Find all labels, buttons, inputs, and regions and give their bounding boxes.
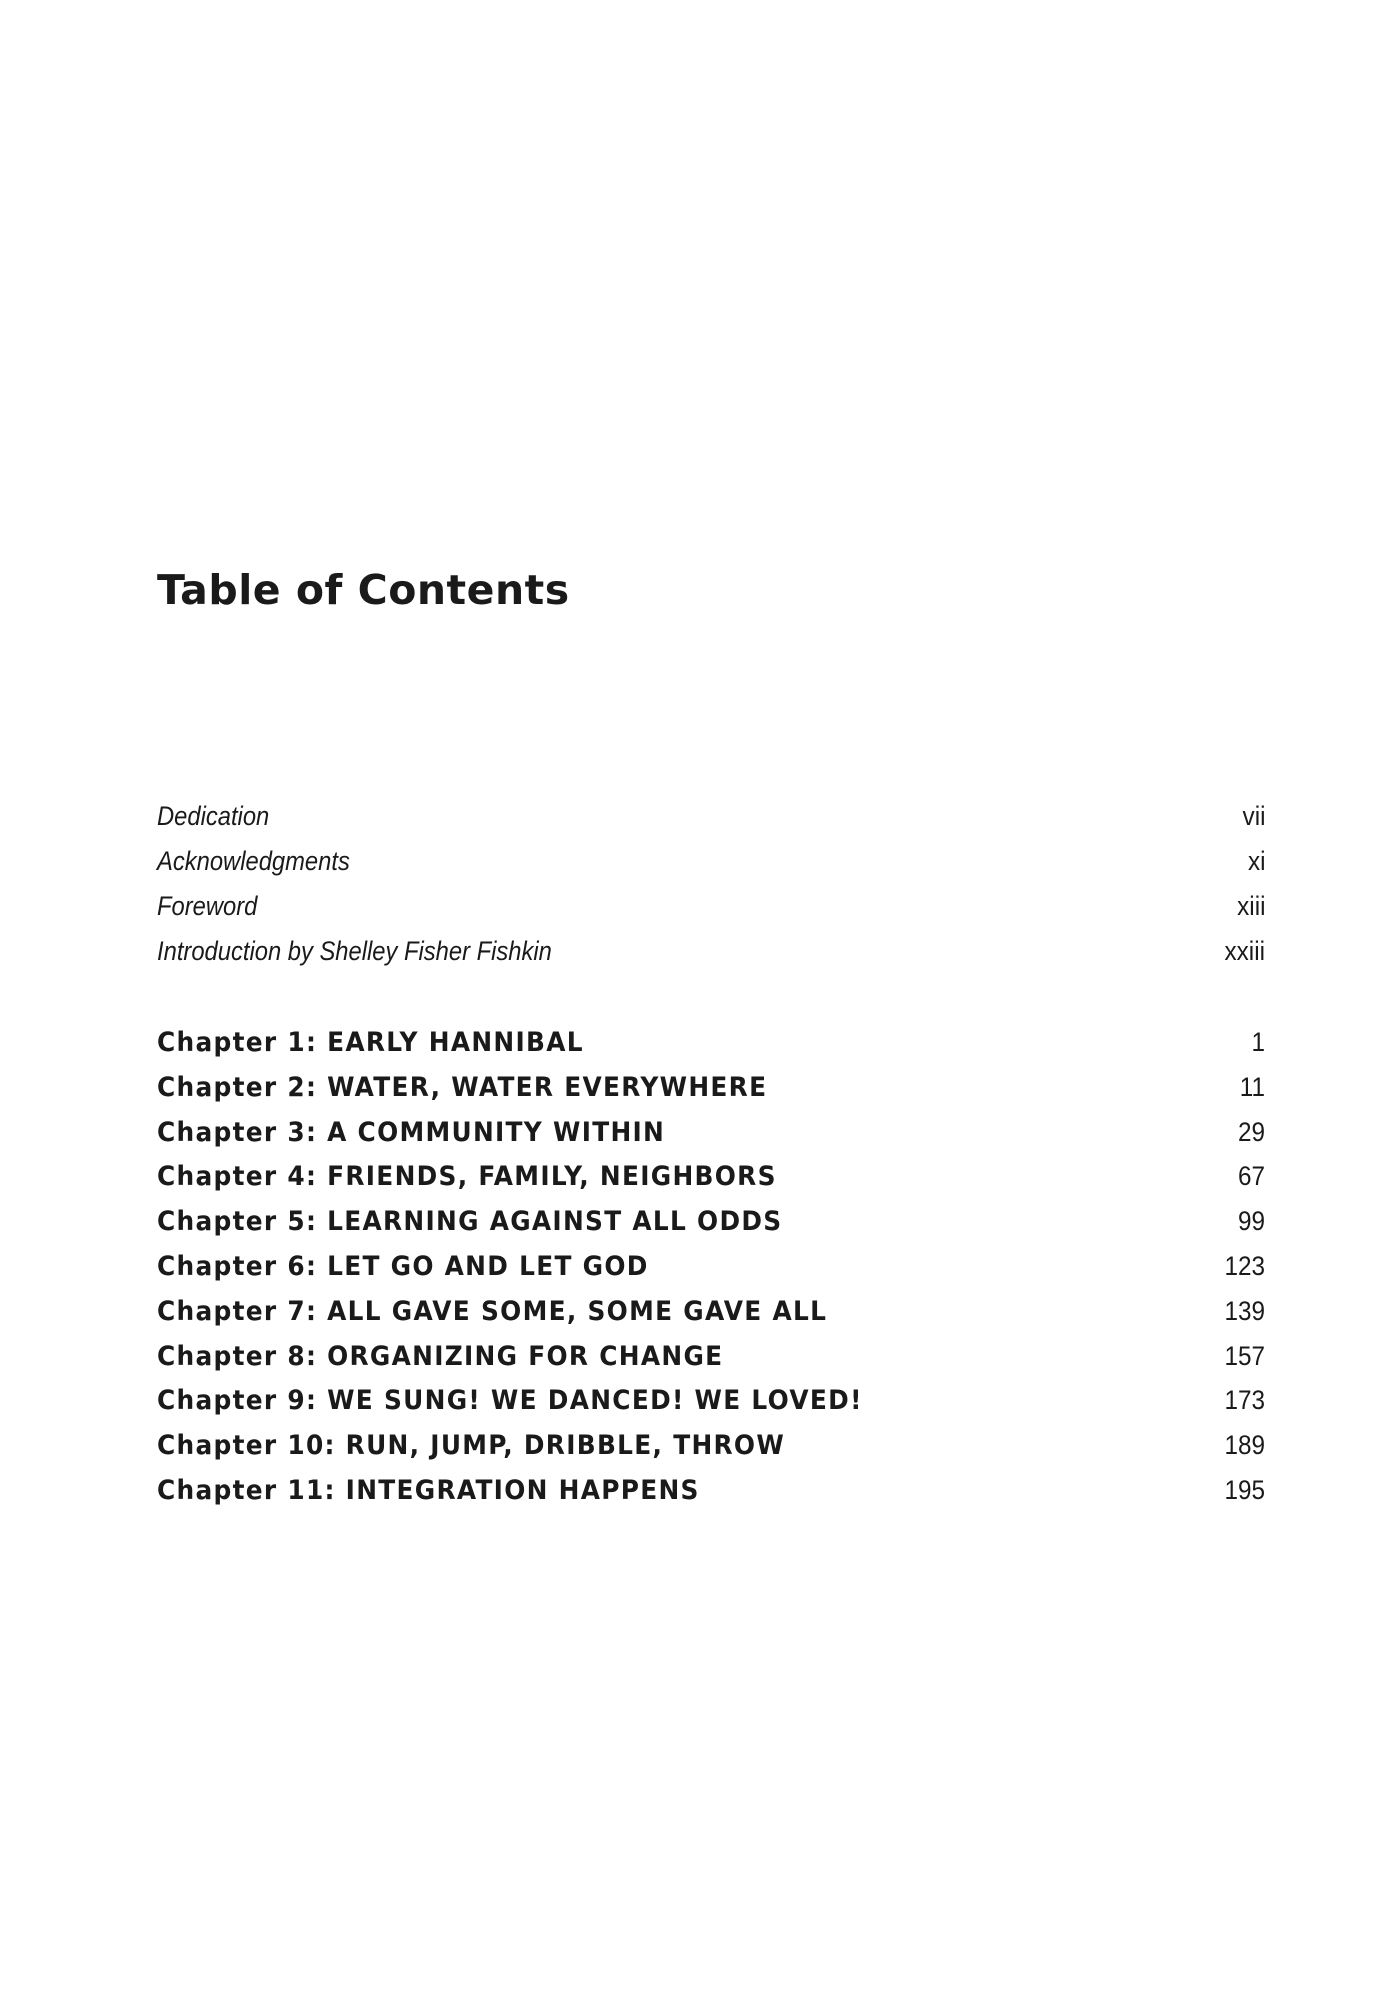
chapter-entry-4[interactable] [157, 1154, 1265, 1199]
chapter-entry-9[interactable] [157, 1378, 1265, 1423]
chapter-page-number: 139 [1224, 1295, 1265, 1326]
chapter-label: Chapter 8: ORGANIZING FOR CHANGE [157, 1340, 724, 1372]
chapter-page-number: 195 [1224, 1474, 1265, 1505]
chapter-entry-7[interactable] [157, 1289, 1265, 1334]
chapter-page-number: 29 [1237, 1116, 1265, 1147]
chapter-entry-8[interactable] [157, 1334, 1265, 1379]
chapter-page-number: 157 [1224, 1340, 1265, 1371]
chapter-page-number: 67 [1237, 1161, 1265, 1192]
chapter-label: Chapter 9: WE SUNG! WE DANCED! WE LOVED! [157, 1385, 863, 1417]
chapter-entry-10[interactable] [157, 1423, 1265, 1468]
chapter-label: Chapter 7: ALL GAVE SOME, SOME GAVE ALL [157, 1295, 828, 1327]
chapter-entry-6[interactable] [157, 1244, 1265, 1289]
chapter-list [157, 1020, 1265, 1513]
entry-label: Introduction by Shelley Fisher Fishkin [157, 936, 552, 966]
front-matter-entry-dedication[interactable] [157, 794, 1265, 839]
chapter-entry-2[interactable] [157, 1065, 1265, 1110]
entry-label: Acknowledgments [157, 846, 350, 876]
chapter-page-number: 123 [1224, 1250, 1265, 1281]
entry-page-number: xiii [1236, 891, 1265, 921]
chapter-label: Chapter 5: LEARNING AGAINST ALL ODDS [157, 1206, 783, 1238]
chapter-label: Chapter 1: EARLY HANNIBAL [157, 1027, 584, 1058]
chapter-entry-11[interactable] [157, 1468, 1265, 1513]
front-matter-entry-foreword[interactable] [157, 884, 1265, 929]
entry-label: Dedication [157, 801, 270, 831]
chapter-entry-5[interactable] [157, 1199, 1265, 1244]
front-matter-list [157, 794, 1265, 974]
entry-page-number: xxiii [1224, 936, 1265, 966]
entry-page-number: xi [1247, 846, 1265, 876]
chapter-page-number: 173 [1224, 1385, 1265, 1416]
page-title: Table of Contents [157, 566, 570, 614]
front-matter-entry-acknowledgments[interactable] [157, 839, 1265, 884]
chapter-entry-3[interactable] [157, 1110, 1265, 1155]
chapter-page-number: 99 [1237, 1206, 1265, 1237]
chapter-label: Chapter 3: A COMMUNITY WITHIN [157, 1116, 666, 1148]
chapter-page-number: 1 [1251, 1027, 1265, 1057]
chapter-label: Chapter 6: LET GO AND LET GOD [157, 1250, 649, 1282]
entry-page-number: vii [1242, 801, 1265, 831]
chapter-label: Chapter 4: FRIENDS, FAMILY, NEIGHBORS [157, 1161, 777, 1193]
entry-label: Foreword [157, 891, 258, 921]
chapter-entry-1[interactable] [157, 1020, 1265, 1065]
chapter-label: Chapter 10: RUN, JUMP, DRIBBLE, THROW [157, 1430, 786, 1462]
chapter-page-number: 189 [1224, 1430, 1265, 1461]
chapter-page-number: 11 [1239, 1071, 1265, 1102]
front-matter-entry-introduction[interactable] [157, 929, 1265, 974]
chapter-label: Chapter 11: INTEGRATION HAPPENS [157, 1474, 700, 1506]
chapter-label: Chapter 2: WATER, WATER EVERYWHERE [157, 1071, 768, 1103]
